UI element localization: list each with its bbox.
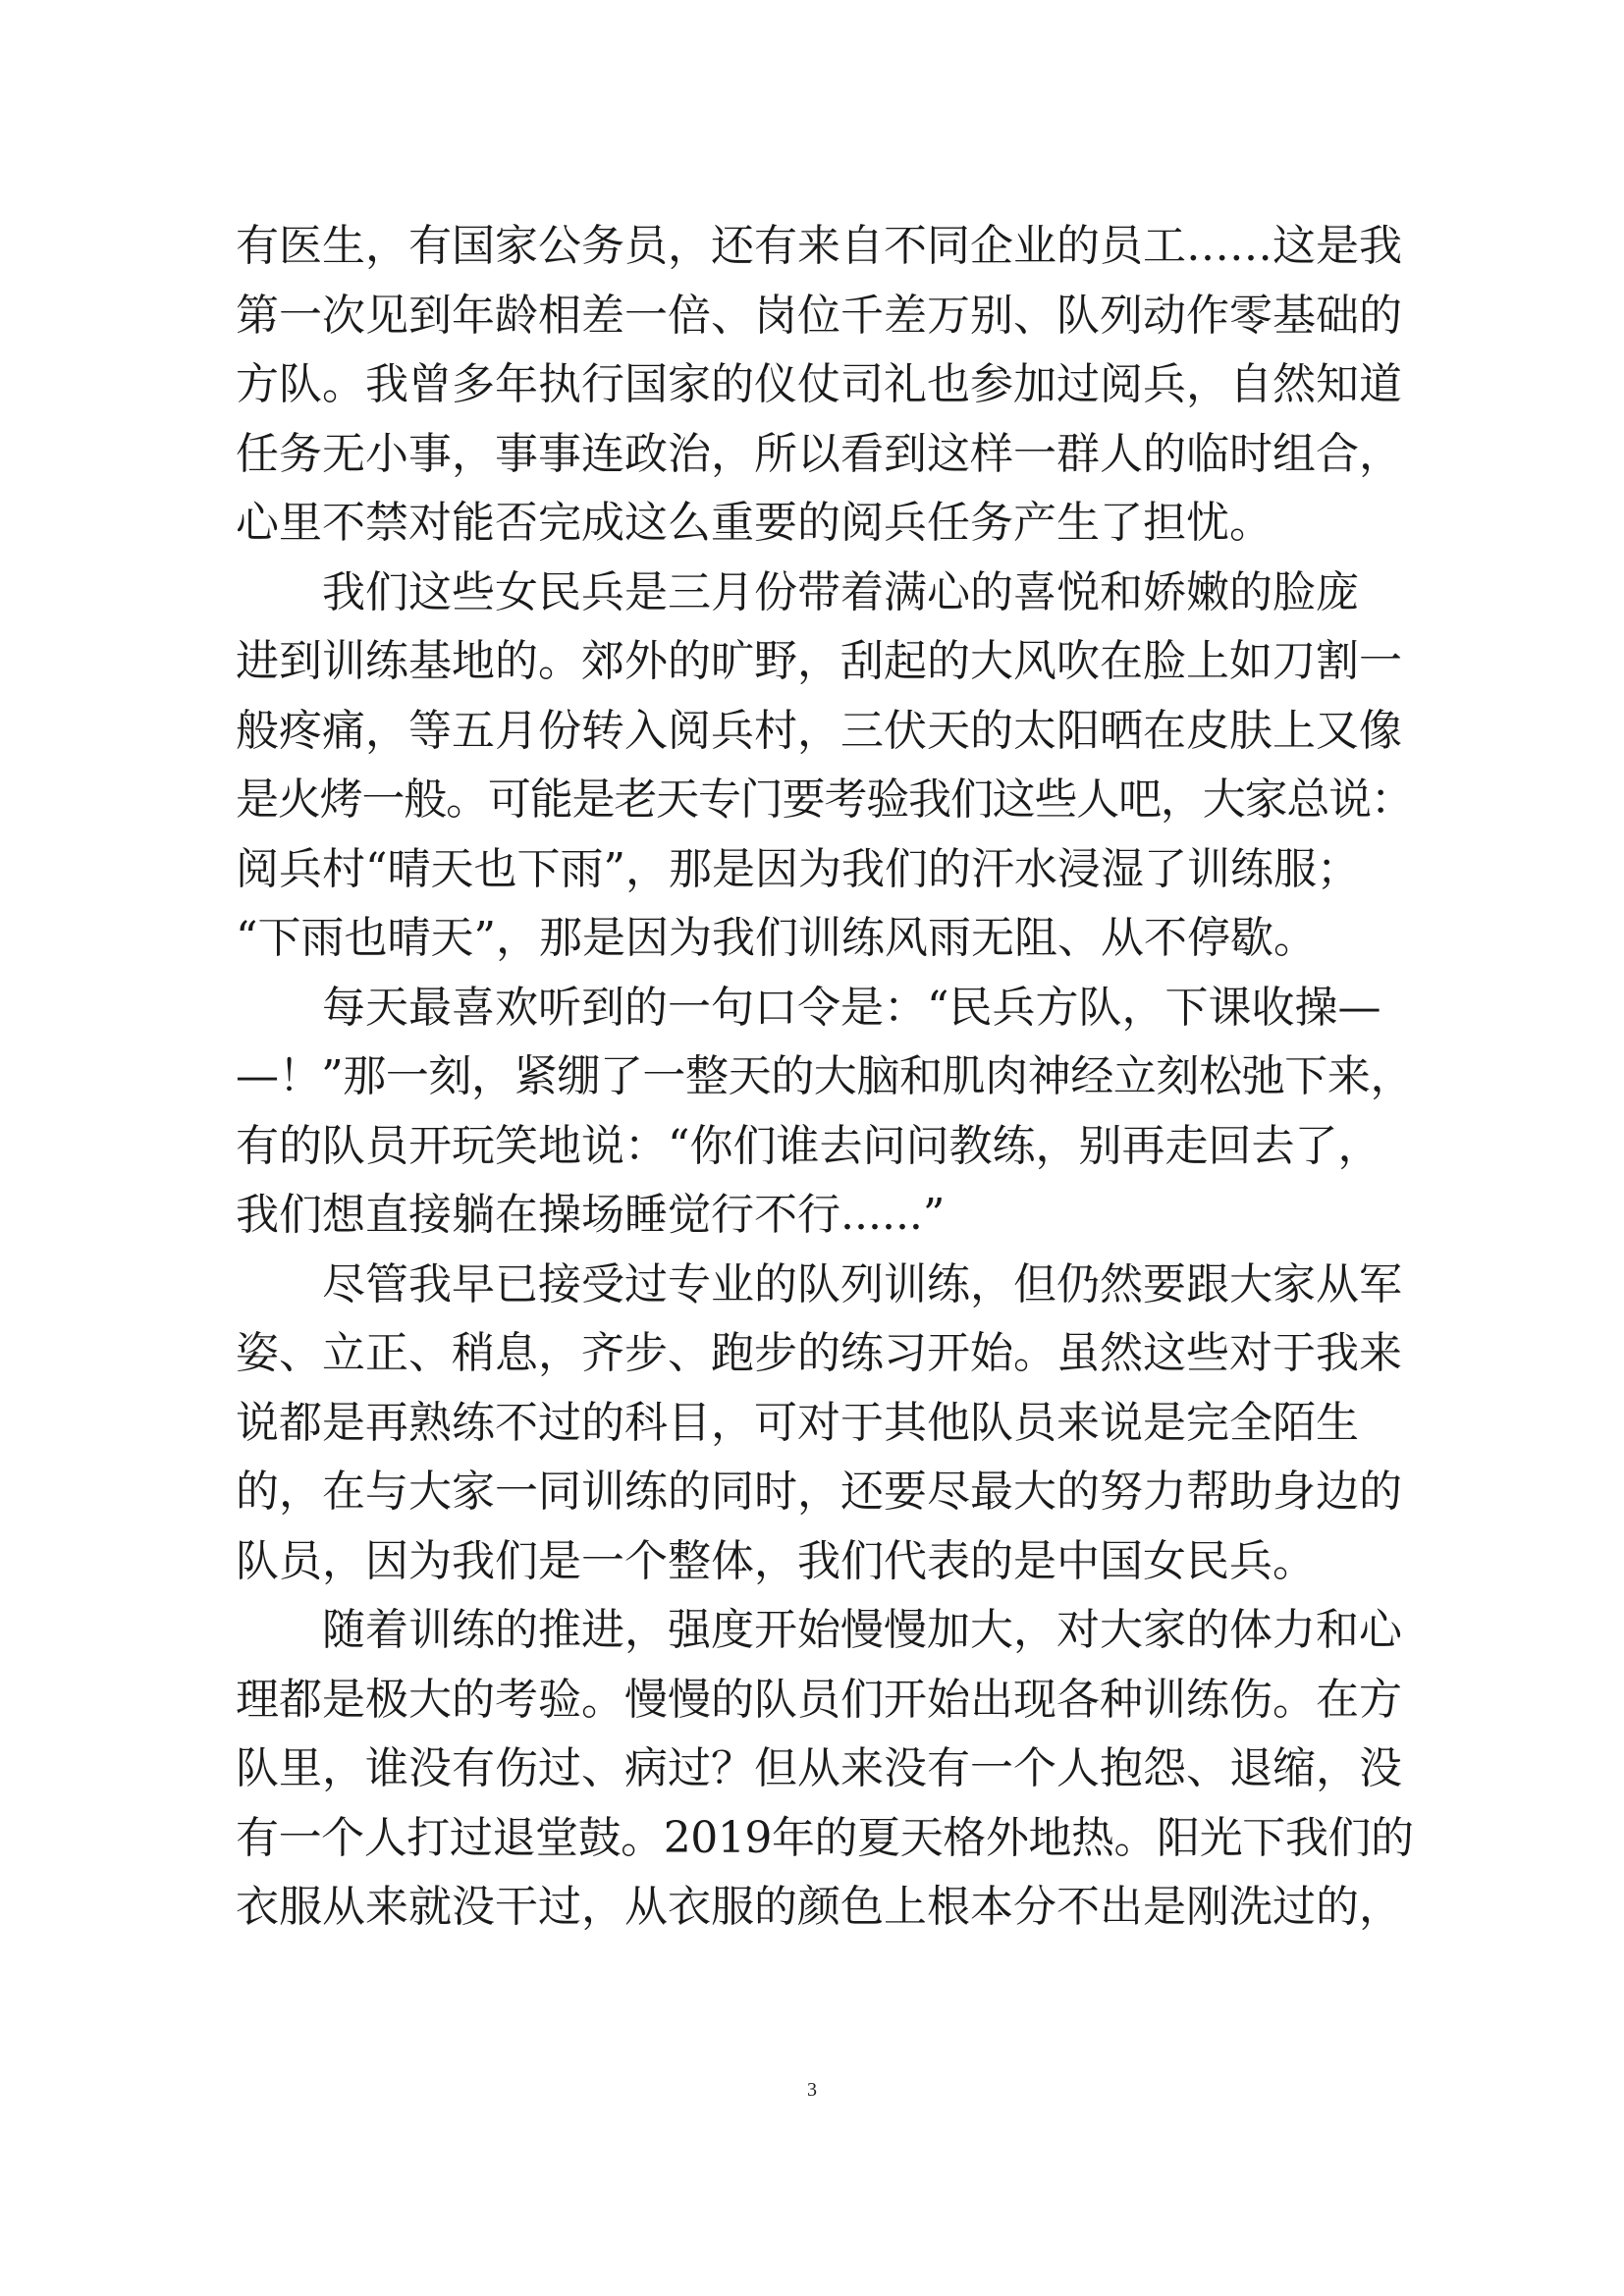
text-line: 有的队员开玩笑地说：“你们谁去问问教练，别再走回去了， [236, 1120, 1381, 1171]
text-line: 般疼痛，等五月份转入阅兵村，三伏天的太阳晒在皮肤上又像 [236, 705, 1402, 756]
text-line: 任务无小事，事事连政治，所以看到这样一群人的临时组合， [236, 428, 1402, 479]
paragraph-first-line: 尽管我早已接受过专业的队列训练，但仍然要跟大家从军 [322, 1258, 1402, 1309]
text-line: 说都是再熟练不过的科目，可对于其他队员来说是完全陌生 [236, 1397, 1359, 1448]
text-line: 我们想直接躺在操场睡觉行不行......” [236, 1190, 946, 1240]
paragraph-first-line: 我们这些女民兵是三月份带着满心的喜悦和娇嫩的脸庞 [322, 566, 1359, 617]
text-line: 心里不禁对能否完成这么重要的阅兵任务产生了担忧。 [236, 498, 1272, 548]
page-number: 3 [807, 2079, 817, 2101]
text-line: 有医生，有国家公务员，还有来自不同企业的员工……这是我 [236, 221, 1402, 271]
text-line: “下雨也晴天”，那是因为我们训练风雨无阻、从不停歇。 [236, 913, 1317, 963]
text-line: 有一个人打过退堂鼓。2019年的夏天格外地热。阳光下我们的 [236, 1812, 1414, 1863]
text-line: 是火烤一般。可能是老天专门要考验我们这些人吧，大家总说： [236, 774, 1413, 825]
text-line: 衣服从来就没干过，从衣服的颜色上根本分不出是刚洗过的， [236, 1882, 1402, 1932]
text-line: 第一次见到年龄相差一倍、岗位千差万别、队列动作零基础的 [236, 290, 1402, 341]
text-line: 队里，谁没有伤过、病过？但从来没有一个人抱怨、退缩，没 [236, 1743, 1402, 1793]
paragraph-first-line: 每天最喜欢听到的一句口令是：“民兵方队，下课收操— [322, 982, 1381, 1033]
text-line: 姿、立正、稍息，齐步、跑步的练习开始。虽然这些对于我来 [236, 1328, 1402, 1378]
text-line: 进到训练基地的。郊外的旷野，刮起的大风吹在脸上如刀割一 [236, 636, 1402, 686]
text-line: 队员，因为我们是一个整体，我们代表的是中国女民兵。 [236, 1535, 1316, 1586]
text-line: 理都是极大的考验。慢慢的队员们开始出现各种训练伤。在方 [236, 1674, 1402, 1725]
body-text [236, 212, 1414, 1943]
paragraph-first-line: 随着训练的推进，强度开始慢慢加大，对大家的体力和心 [322, 1605, 1402, 1655]
text-line: —！”那一刻，紧绷了一整天的大脑和肌肉神经立刻松弛下来， [236, 1051, 1414, 1101]
text-line: 方队。我曾多年执行国家的仪仗司礼也参加过阅兵，自然知道 [236, 359, 1402, 409]
text-line: 的，在与大家一同训练的同时，还要尽最大的努力帮助身边的 [236, 1467, 1402, 1517]
text-line: 阅兵村“晴天也下雨”，那是因为我们的汗水浸湿了训练服； [236, 843, 1360, 894]
